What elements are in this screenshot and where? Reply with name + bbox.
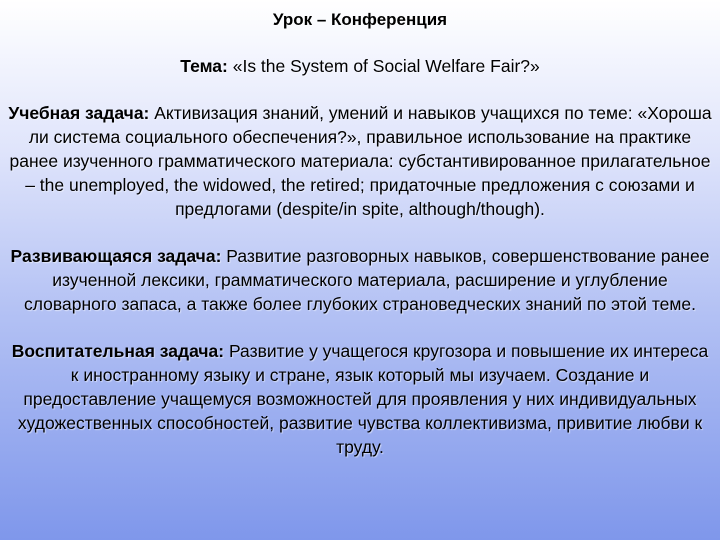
learning-task-paragraph (6, 101, 714, 221)
developmental-task-label: Развивающаяся задача: (10, 246, 222, 266)
learning-task-label: Учебная задача: (8, 103, 150, 123)
developmental-task-text: Развитие разговорных навыков, совершенствование ранее изученной лексики, грамматического материала, расширение и углубление словарного запаса, а также более глубоких страноведческих знаний по этой теме. (24, 246, 710, 314)
educational-task-paragraph (6, 339, 714, 459)
educational-task-text: Развитие у учащегося кругозора и повышение их интереса к иностранному языку и стране, язык который мы изучаем. Создание и предоставление учащемуся возможностей для проявления у них индивидуальных художественных способностей, развитие чувства коллективизма, привитие любви к труду. (17, 341, 709, 457)
lesson-title: Урок – Конференция (272, 10, 448, 29)
educational-task-label: Воспитательная задача: (11, 341, 225, 361)
topic-text: «Is the System of Social Welfare Fair?» (227, 56, 540, 76)
learning-task-text: Активизация знаний, умений и навыков учащихся по теме: «Хороша ли система социального обеспечения?», правильное использование на практике ранее изученного грамматического материала: субстантивированное прилагательное – the unemployed, the widowed, the retired; придаточные предложения с союзами и предлогами (despite/in spite, although/though). (9, 103, 712, 219)
topic-paragraph (6, 54, 714, 78)
topic-label: Тема: (180, 56, 228, 76)
developmental-task-paragraph (6, 244, 714, 316)
